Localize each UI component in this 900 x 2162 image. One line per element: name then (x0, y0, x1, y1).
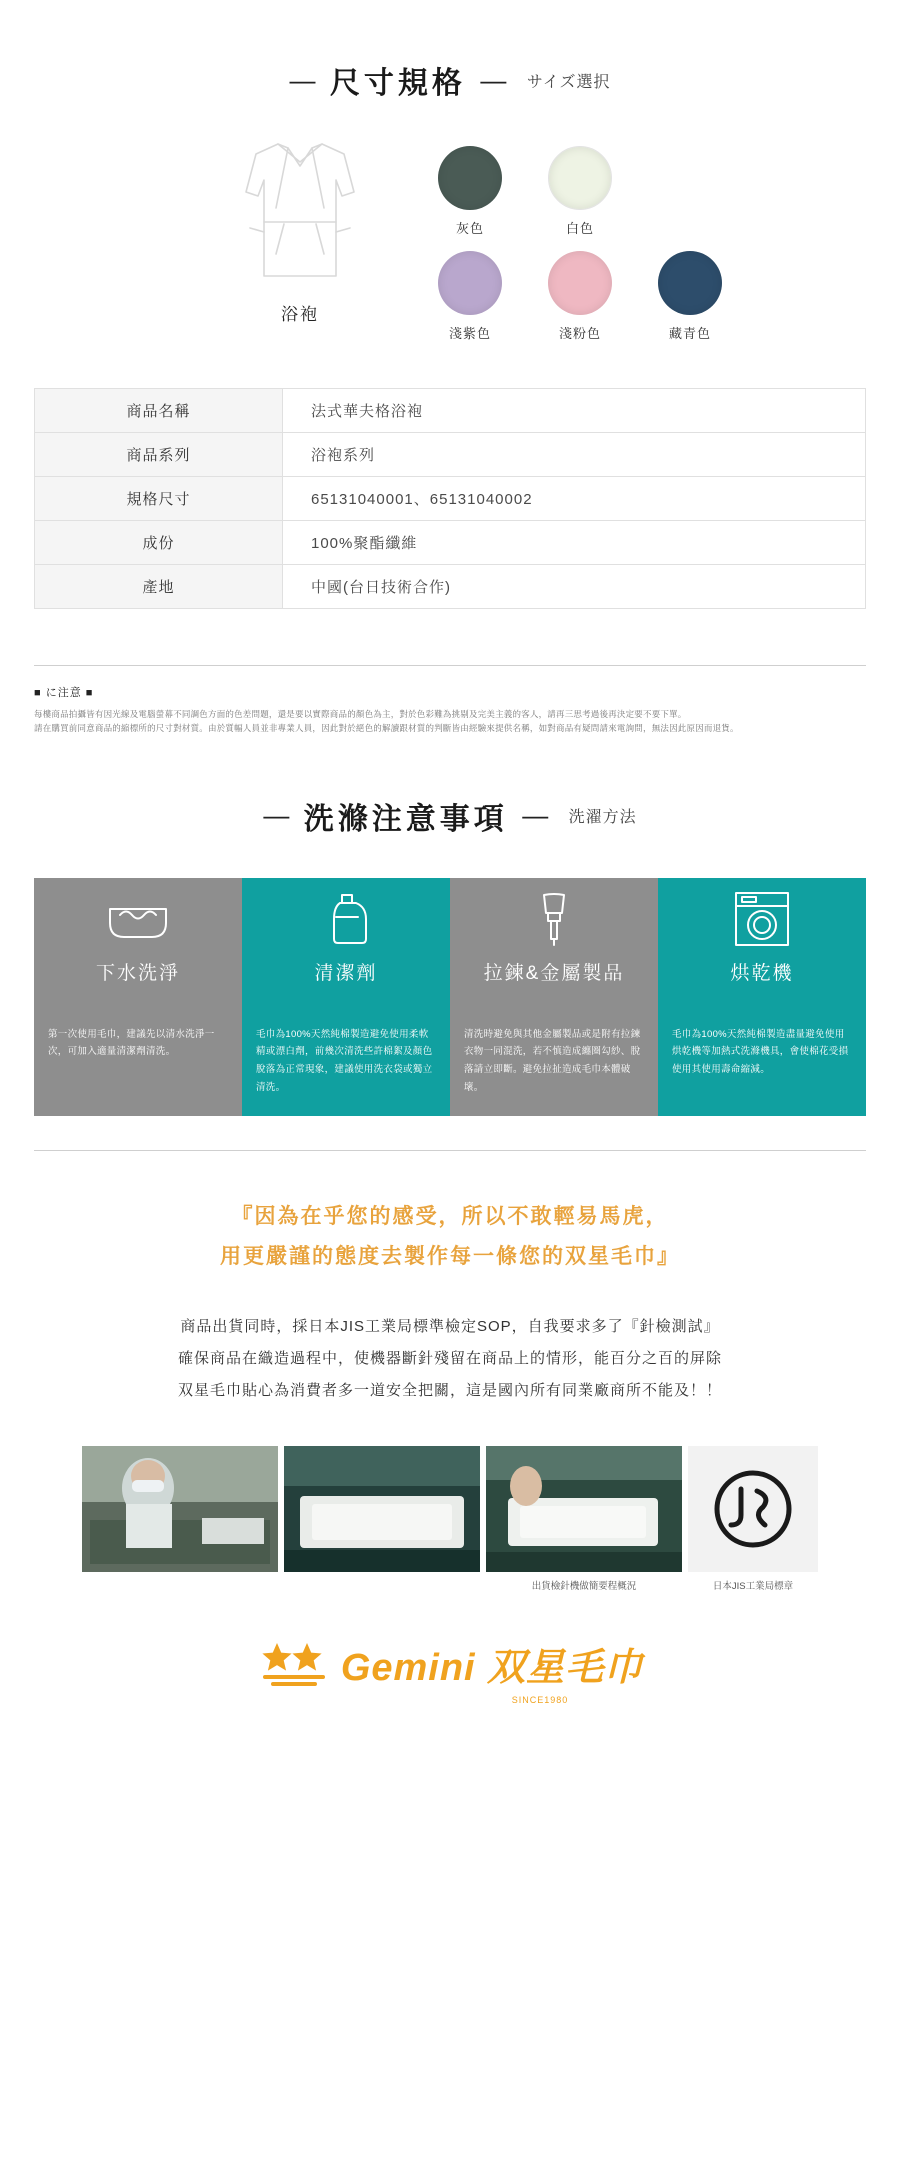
wash-card-body: 毛巾為100%天然純棉製造盡量避免使用烘乾機等加熱式洗滌機具，會使棉花受損使用其使用壽命縮減。 (672, 1028, 849, 1075)
table-row (35, 521, 866, 565)
wash-section-title: 洗滌注意事項 (303, 802, 508, 836)
wash-cards-row (34, 878, 866, 1116)
table-row (35, 433, 866, 477)
brand-logo-text: Gemini 双星毛巾 (340, 1646, 644, 1689)
jis-mark-icon (711, 1467, 795, 1551)
wash-card-title: 清潔劑 (314, 963, 378, 985)
product-illustration-block (185, 136, 415, 325)
spec-key: 規格尺寸 (35, 477, 283, 521)
notice-line-2: 請在購買前同意商品的縮標所的尺寸對材質。由於質幅人員並非專業人員，因此對於絕色的解讀跟材質的判斷皆由經驗來提供名稱，如對商品有疑問請來電詢問，無法因此原因而退貨。 (34, 723, 739, 734)
table-row (35, 477, 866, 521)
slogan-block (0, 1197, 900, 1277)
photo-caption-4: 日本JIS工業局標章 (712, 1580, 794, 1592)
gemini-star-icon (257, 1639, 331, 1687)
swatch-dot (438, 146, 502, 210)
spec-key: 成份 (35, 521, 283, 565)
photo-captions-row (0, 1578, 900, 1592)
notice-title: ■ に注意 ■ (34, 687, 94, 699)
swatch-label: 淺紫色 (448, 326, 491, 341)
spec-key: 產地 (35, 565, 283, 609)
table-row (35, 389, 866, 433)
color-swatch-light-pink[interactable] (525, 251, 635, 342)
paragraph-line-1: 商品出貨同時，採日本JIS工業局標準檢定SOP，自我要求多了『針檢測試』 (180, 1317, 720, 1335)
product-illustration-label: 浴袍 (281, 305, 319, 324)
swatch-label: 白色 (565, 221, 594, 236)
swatch-label: 藏青色 (668, 326, 711, 341)
bathrobe-icon (226, 136, 374, 286)
color-swatch-light-purple[interactable] (415, 251, 525, 342)
size-section-subtitle: サイズ選択 (526, 73, 611, 91)
wash-card-title: 拉鍊&金屬製品 (483, 963, 625, 985)
wash-section-subtitle: 洗濯方法 (568, 809, 637, 827)
brand-since-text: SINCE1980 (511, 1694, 569, 1705)
heading-dash-left: — (289, 64, 316, 95)
wash-section-heading (0, 736, 900, 838)
factory-photo-3 (486, 1446, 682, 1572)
description-paragraph (0, 1311, 900, 1408)
wash-basin-icon (34, 880, 242, 958)
photo-caption-1 (82, 1578, 278, 1592)
color-swatch-navy[interactable] (635, 251, 745, 342)
jis-mark-block (688, 1446, 818, 1572)
color-swatch-gray[interactable] (415, 146, 525, 237)
color-swatch-group (415, 136, 745, 342)
brand-footer (0, 1636, 900, 1745)
color-swatch-row-1 (415, 146, 745, 237)
wash-card-dryer (658, 878, 866, 1116)
swatch-dot (548, 251, 612, 315)
paragraph-line-2: 確保商品在織造過程中，使機器斷針殘留在商品上的情形，能百分之百的屏除 (177, 1350, 722, 1368)
color-swatch-spacer (635, 146, 745, 237)
detergent-bottle-icon (242, 880, 450, 958)
wash-card-title: 烘乾機 (730, 963, 794, 985)
wash-card-detergent (242, 878, 450, 1116)
notice-block (34, 665, 866, 736)
swatch-dot (658, 251, 722, 315)
factory-photo-1 (82, 1446, 278, 1572)
size-and-color-area (0, 136, 900, 342)
heading-dash-left: — (263, 800, 290, 831)
zipper-icon (450, 880, 658, 958)
paragraph-line-3: 双星毛巾貼心為消費者多一道安全把關，這是國內所有同業廠商所不能及！！ (177, 1382, 722, 1400)
photo-caption-3: 出貨檢針機做簡要程概況 (531, 1580, 637, 1592)
swatch-dot (548, 146, 612, 210)
notice-line-1: 每樓商品拍攝皆有因光線及電腦螢幕不同調色方面的色差問題，還是要以實際商品的顏色為主，對於色彩難為挑剔及完美主義的客人，請再三思考過後再決定要不要下單。 (34, 709, 687, 719)
section-divider (34, 1150, 866, 1151)
spec-table (34, 388, 866, 609)
swatch-label: 灰色 (455, 221, 484, 236)
wash-card-body: 清洗時避免與其他金屬製品或是附有拉鍊衣物一同混洗，若不慎造成纏圈勾紗、脫落請立即斷。避免拉扯造成毛巾本體破壞。 (464, 1028, 641, 1093)
size-section-heading (0, 0, 900, 102)
factory-photo-strip (0, 1446, 900, 1572)
heading-dash-right: — (480, 64, 507, 95)
spec-value: 65131040001、65131040002 (283, 477, 866, 521)
wash-card-body: 毛巾為100%天然純棉製造避免使用柔軟精或漂白劑，前幾次清洗些許棉絮及顏色脫落為正常現象，建議使用洗衣袋或獨立清洗。 (256, 1028, 433, 1093)
spec-table-wrapper (0, 342, 900, 609)
slogan-line-2: 用更嚴謹的態度去製作每一條您的双星毛巾』 (220, 1245, 680, 1269)
wash-cards-wrapper (0, 838, 900, 1116)
wash-card-body: 第一次使用毛巾，建議先以清水洗淨一次，可加入適量清潔劑清洗。 (48, 1028, 215, 1058)
slogan-line-1: 『因為在乎您的感受，所以不敢輕易馬虎， (231, 1205, 669, 1229)
color-swatch-white[interactable] (525, 146, 635, 237)
wash-card-water-rinse (34, 878, 242, 1116)
heading-dash-right: — (522, 800, 549, 831)
color-swatch-row-2 (415, 251, 745, 342)
size-section-title: 尺寸規格 (329, 67, 466, 100)
factory-photo-2 (284, 1446, 480, 1572)
table-row (35, 565, 866, 609)
dryer-machine-icon (658, 880, 866, 958)
swatch-label: 淺粉色 (558, 326, 601, 341)
spec-value: 中國(台日技術合作) (283, 565, 866, 609)
spec-value: 法式華夫格浴袍 (283, 389, 866, 433)
spec-key: 商品系列 (35, 433, 283, 477)
photo-caption-2 (284, 1578, 480, 1592)
swatch-dot (438, 251, 502, 315)
spec-key: 商品名稱 (35, 389, 283, 433)
spec-value: 100%聚酯纖維 (283, 521, 866, 565)
wash-card-title: 下水洗淨 (95, 963, 180, 985)
spec-value: 浴袍系列 (283, 433, 866, 477)
wash-card-zipper-metal (450, 878, 658, 1116)
